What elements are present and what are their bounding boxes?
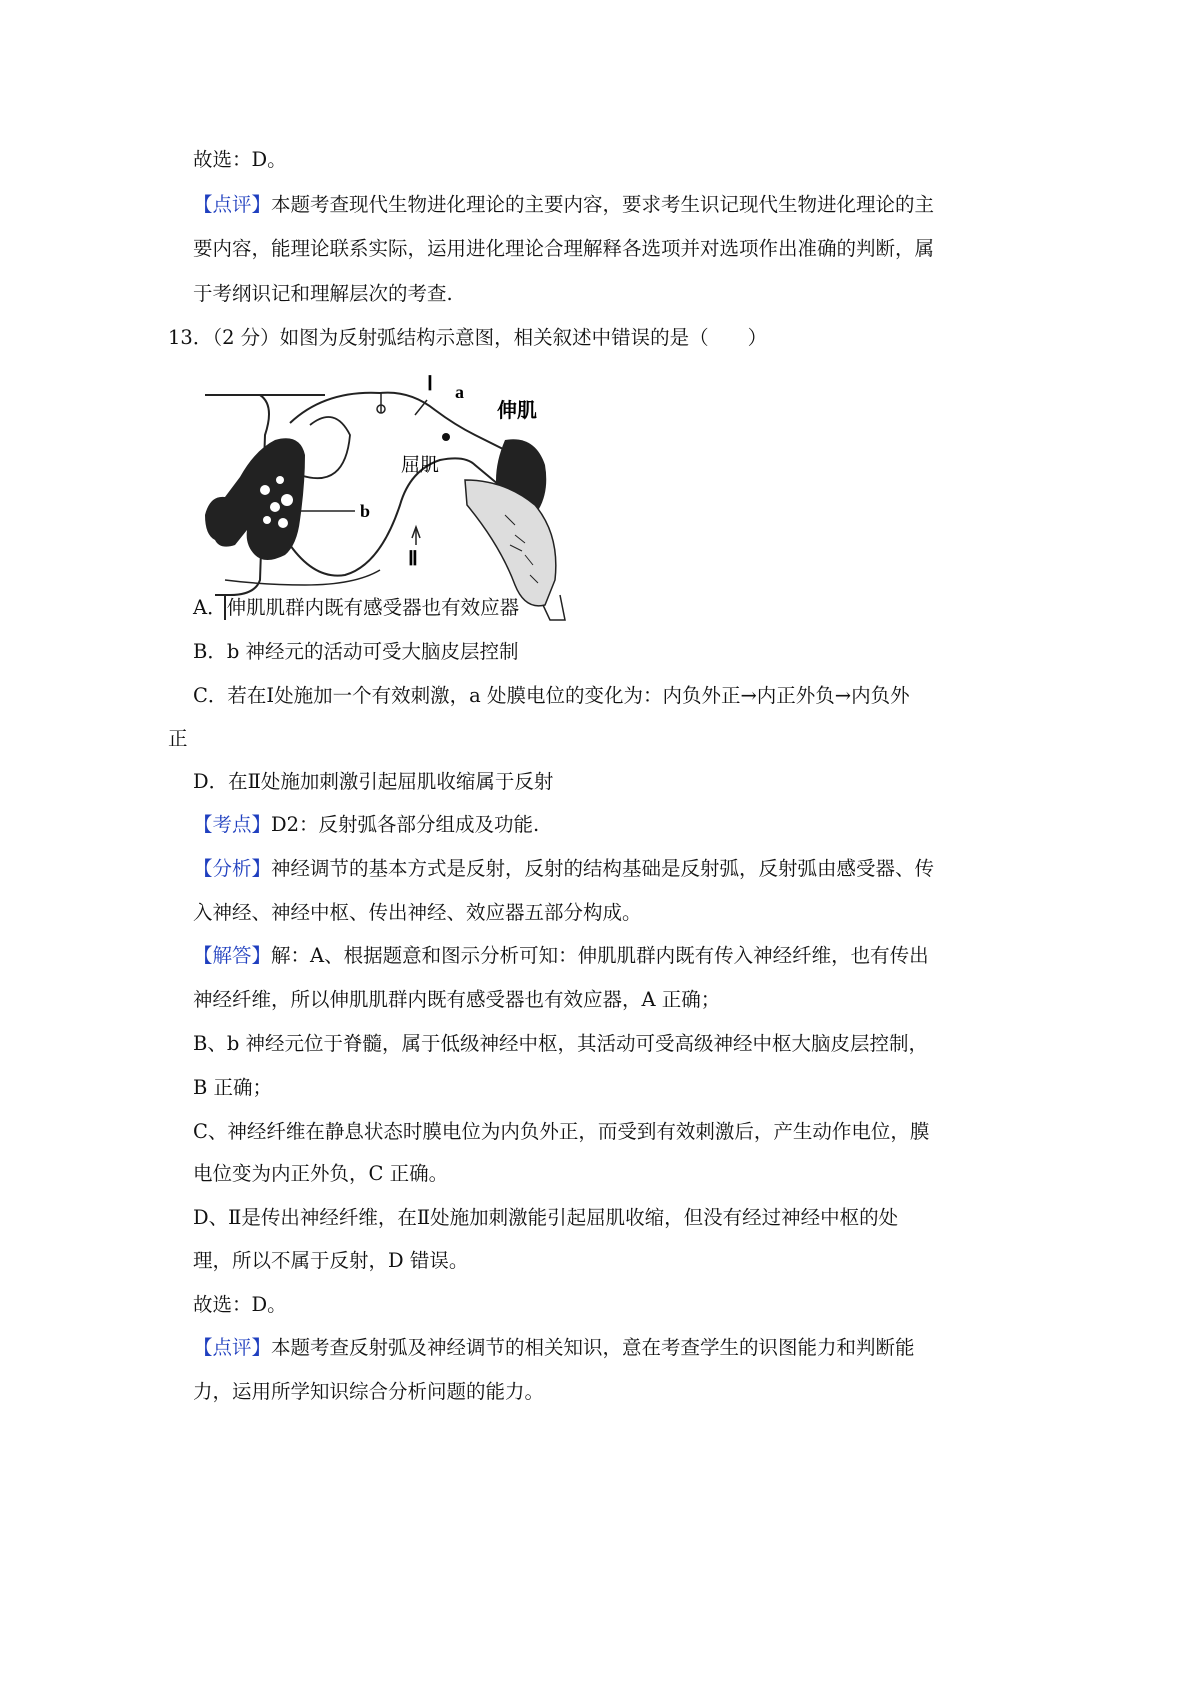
option-b: B．b 神经元的活动可受大脑皮层控制 (193, 640, 519, 663)
prev-choice: 故选：D。 (193, 148, 287, 171)
label-b: b (360, 501, 371, 521)
fenxi-line-1: 【分析】神经调节的基本方式是反射，反射的结构基础是反射弧，反射弧由感受器、传 (193, 857, 935, 880)
jieda-tag: 【解答】 (193, 944, 272, 967)
label-I: Ⅰ (427, 373, 433, 395)
option-a: A．伸肌肌群内既有感受器也有效应器 (193, 596, 520, 619)
label-extensor: 伸肌 (497, 398, 537, 422)
jieda-line-1: 【解答】解：A、根据题意和图示分析可知：伸肌肌群内既有传入神经纤维，也有传出 (193, 944, 929, 967)
dianping-line-2: 力，运用所学知识综合分析问题的能力。 (193, 1380, 545, 1403)
fenxi-tag: 【分析】 (193, 857, 272, 880)
jieda-line-8: 理，所以不属于反射，D 错误。 (193, 1249, 469, 1272)
prev-comment-line-1: 【点评】本题考查现代生物进化理论的主要内容，要求考生识记现代生物进化理论的主 (193, 193, 935, 216)
option-c-line-1: C．若在Ⅰ处施加一个有效刺激，a 处膜电位的变化为：内负外正→内正外负→内负外 (193, 684, 910, 707)
jieda-line-3: B、b 神经元位于脊髓，属于低级神经中枢，其活动可受高级神经中枢大脑皮层控制， (193, 1032, 929, 1055)
question-stem: 13．（2 分）如图为反射弧结构示意图，相关叙述中错误的是（ ） (168, 326, 768, 349)
reflex-arc-diagram (205, 373, 600, 620)
jieda-line-2: 神经纤维，所以伸肌肌群内既有感受器也有效应器，A 正确； (193, 988, 721, 1011)
jieda-line-4: B 正确； (193, 1076, 273, 1099)
fenxi-line-2: 入神经、神经中枢、传出神经、效应器五部分构成。 (193, 901, 642, 924)
dianping-tag: 【点评】 (193, 1336, 272, 1359)
prev-comment-line-3: 于考纲识记和理解层次的考查. (193, 282, 453, 305)
jieda-line-7: D、Ⅱ是传出神经纤维，在Ⅱ处施加刺激能引起屈肌收缩，但没有经过神经中枢的处 (193, 1206, 899, 1229)
prev-comment-line-2: 要内容，能理论联系实际，运用进化理论合理解释各选项并对选项作出准确的判断，属 (193, 237, 935, 260)
label-a: a (455, 382, 464, 402)
kaodian-tag: 【考点】 (193, 813, 272, 836)
jieda-choice: 故选：D。 (193, 1293, 287, 1316)
label-II: Ⅱ (408, 548, 418, 570)
kaodian: 【考点】D2：反射弧各部分组成及功能. (193, 813, 540, 836)
option-d: D．在Ⅱ处施加刺激引起屈肌收缩属于反射 (193, 770, 554, 793)
jieda-line-6: 电位变为内正外负，C 正确。 (193, 1162, 449, 1185)
afferent-fiber (290, 393, 515, 455)
point-a (442, 433, 450, 441)
comment-tag: 【点评】 (193, 193, 272, 216)
jieda-line-5: C、神经纤维在静息状态时膜电位为内负外正，而受到有效刺激后，产生动作电位，膜 (193, 1120, 930, 1143)
option-c-line-2: 正 (168, 727, 188, 750)
label-flexor: 屈肌 (401, 454, 440, 476)
dianping-line-1: 【点评】本题考查反射弧及神经调节的相关知识，意在考查学生的识图能力和判断能 (193, 1336, 915, 1359)
efferent-fiber (290, 458, 505, 575)
